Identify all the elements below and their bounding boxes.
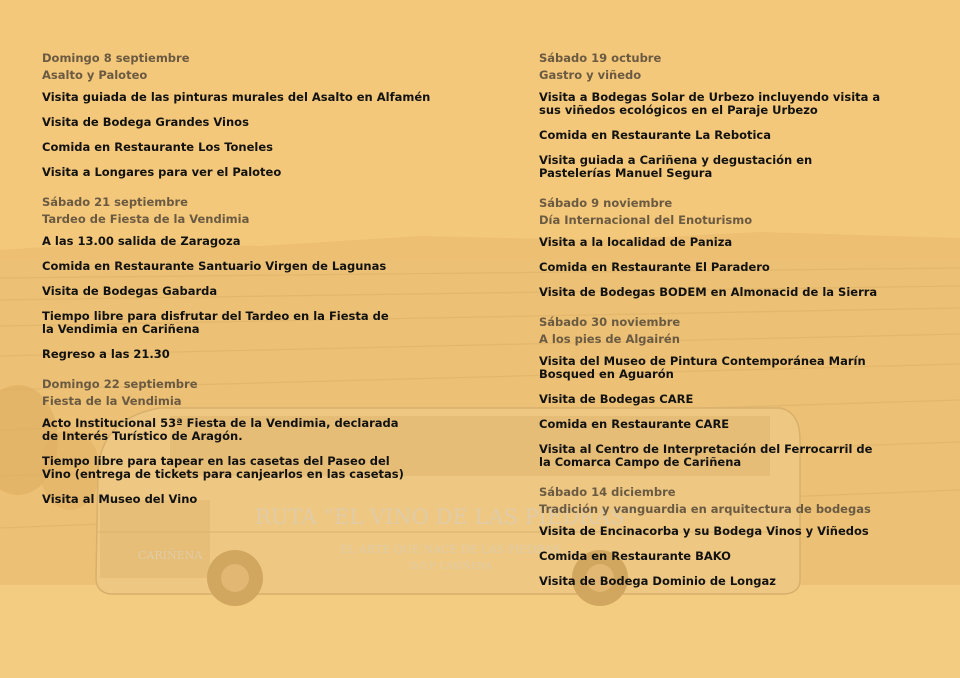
day-date: Domingo 22 septiembre bbox=[42, 377, 198, 391]
activity-item: Acto Institucional 53ª Fiesta de la Vendimia, declarada de Interés Turístico de Aragón. bbox=[42, 416, 399, 443]
day-theme: Fiesta de la Vendimia bbox=[42, 394, 182, 408]
activity-item: Comida en Restaurante BAKO bbox=[539, 549, 731, 563]
right-column bbox=[539, 50, 939, 603]
activity-item: Visita de Bodega Grandes Vinos bbox=[42, 115, 249, 129]
day-block bbox=[539, 195, 939, 299]
activity-item: Regreso a las 21.30 bbox=[42, 347, 170, 361]
bus-route-name: RUTA “EL VINO DE LAS PIEDRAS” bbox=[255, 505, 636, 529]
activity-item: Comida en Restaurante El Paradero bbox=[539, 260, 770, 274]
activity-item: Comida en Restaurante CARE bbox=[539, 417, 730, 431]
activity-item: Visita guiada de las pinturas murales del Asalto en Alfamén bbox=[42, 90, 431, 104]
day-block bbox=[539, 484, 939, 588]
activity-item: Visita al Centro de Interpretación del Ferrocarril de la Comarca Campo de Cariñena bbox=[539, 442, 873, 469]
day-theme: Gastro y viñedo bbox=[539, 68, 642, 82]
day-theme: A los pies de Algairén bbox=[539, 332, 680, 346]
day-block bbox=[539, 50, 939, 180]
activity-item: Visita del Museo de Pintura Contemporánea Marín Bosqued en Aguarón bbox=[539, 354, 866, 381]
activity-item: Visita de Bodegas Gabarda bbox=[42, 284, 218, 298]
activity-item: Visita a la localidad de Paniza bbox=[539, 235, 733, 249]
day-date: Sábado 9 noviembre bbox=[539, 196, 673, 210]
bus-do-label: D.O.P. CARIÑENA bbox=[410, 562, 492, 572]
activity-item: Tiempo libre para tapear en las casetas del Paseo del Vino (entrega de tickets para canjearlos en las casetas) bbox=[42, 454, 404, 481]
day-date: Sábado 30 noviembre bbox=[539, 315, 681, 329]
day-date: Sábado 14 diciembre bbox=[539, 485, 676, 499]
activity-item: Comida en Restaurante Los Toneles bbox=[42, 140, 273, 154]
activity-item: Tiempo libre para disfrutar del Tardeo en la Fiesta de la Vendimia en Cariñena bbox=[42, 309, 389, 336]
day-theme: Asalto y Paloteo bbox=[42, 68, 148, 82]
activity-item: Visita a Longares para ver el Paloteo bbox=[42, 165, 282, 179]
day-theme: Tradición y vanguardia en arquitectura de bodegas bbox=[539, 502, 871, 516]
bus-brand: CARIÑENA bbox=[138, 549, 203, 562]
activity-item: A las 13.00 salida de Zaragoza bbox=[42, 234, 241, 248]
day-block bbox=[539, 314, 939, 469]
day-date: Sábado 19 octubre bbox=[539, 51, 662, 65]
day-block bbox=[42, 50, 462, 179]
bus-slogan: EL ARTE QUE NACE DE LAS PIEDRAS bbox=[340, 543, 561, 556]
activity-item: Visita de Bodegas CARE bbox=[539, 392, 694, 406]
activity-item: Visita a Bodegas Solar de Urbezo incluyendo visita a sus viñedos ecológicos en el Paraje Urbezo bbox=[539, 90, 881, 117]
day-date: Domingo 8 septiembre bbox=[42, 51, 190, 65]
activity-item: Comida en Restaurante La Rebotica bbox=[539, 128, 772, 142]
day-block bbox=[42, 376, 462, 506]
day-date: Sábado 21 septiembre bbox=[42, 195, 188, 209]
day-block bbox=[42, 194, 462, 361]
activity-item: Visita guiada a Cariñena y degustación en Pastelerías Manuel Segura bbox=[539, 153, 813, 180]
activity-item: Visita al Museo del Vino bbox=[42, 492, 198, 506]
activity-item: Visita de Bodega Dominio de Longaz bbox=[539, 574, 776, 588]
left-column bbox=[42, 50, 462, 521]
day-theme: Día Internacional del Enoturismo bbox=[539, 213, 753, 227]
activity-item: Visita de Encinacorba y su Bodega Vinos y Viñedos bbox=[539, 524, 869, 538]
day-theme: Tardeo de Fiesta de la Vendimia bbox=[42, 212, 250, 226]
activity-item: Comida en Restaurante Santuario Virgen de Lagunas bbox=[42, 259, 387, 273]
activity-item: Visita de Bodegas BODEM en Almonacid de la Sierra bbox=[539, 285, 878, 299]
